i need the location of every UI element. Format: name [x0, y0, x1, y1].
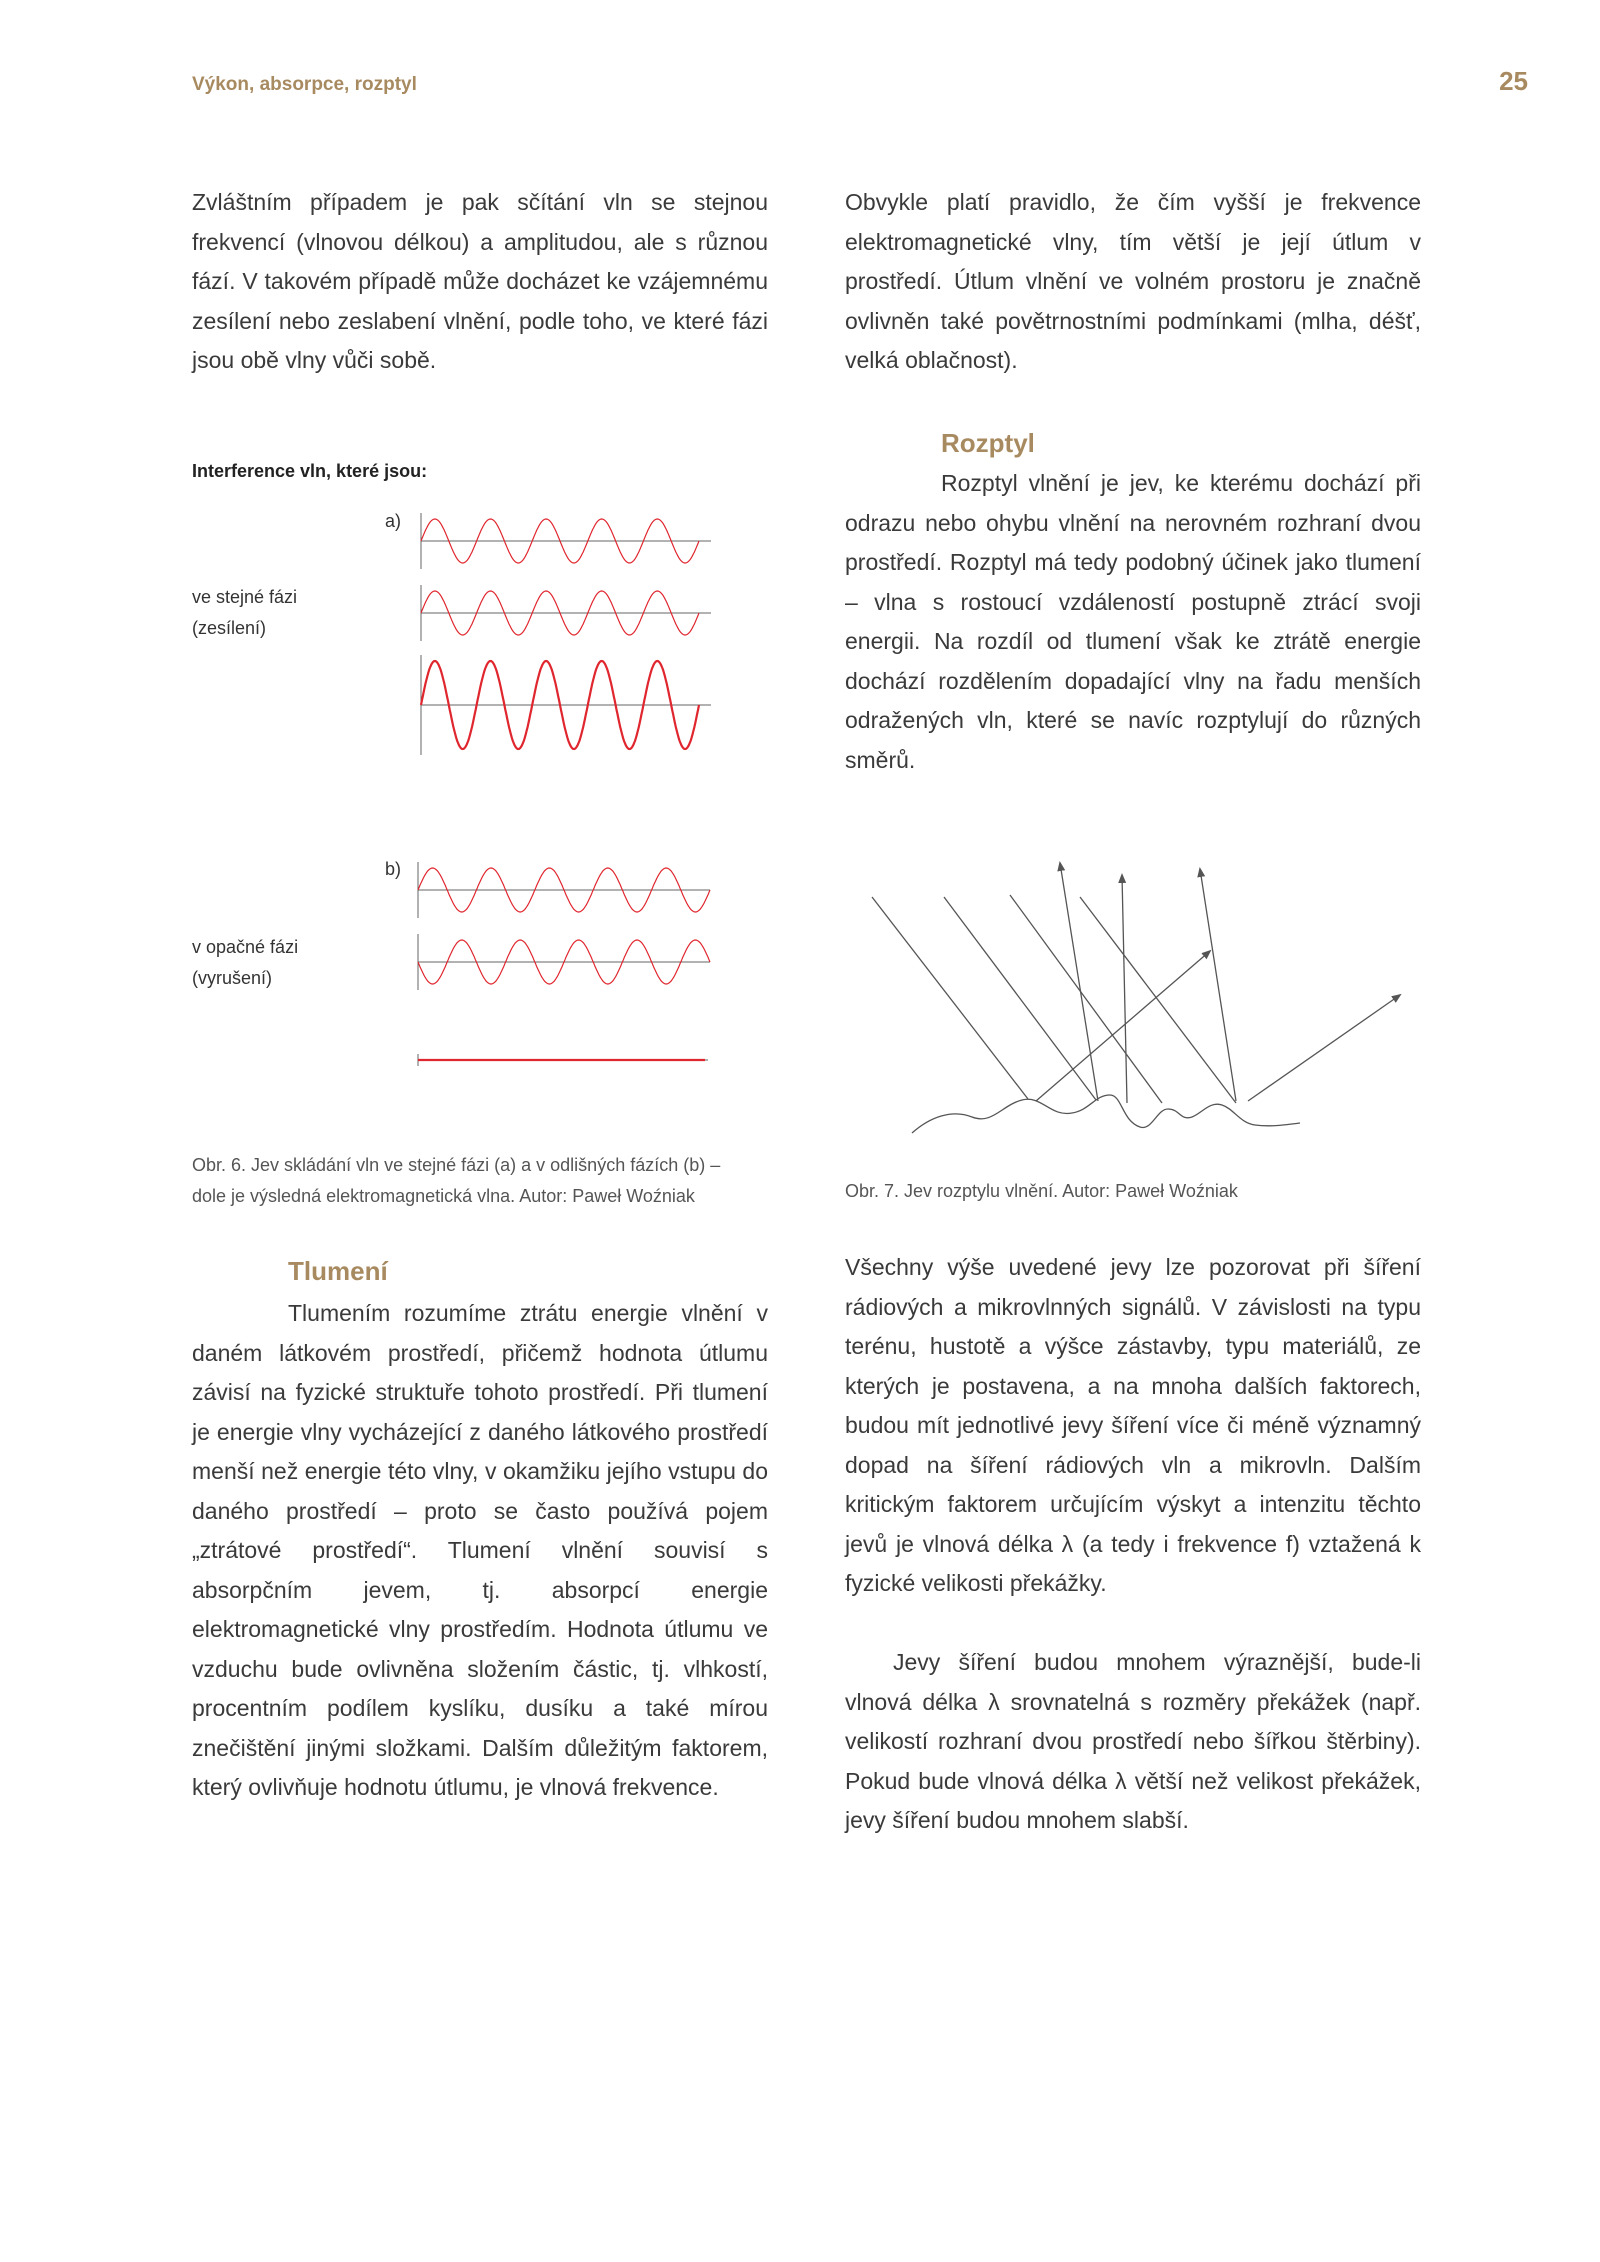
- wave-a-input-2: [421, 585, 711, 641]
- scattered-ray-4: [1200, 869, 1236, 1101]
- incident-ray-1: [872, 897, 1028, 1099]
- intro-paragraph-right: Obvykle platí pravidlo, že čím vyšší je frekvence elektromagnetické vlny, tím větší je její útlum v prostředí. Útlum vlnění ve volném prostoru je značně ovlivněn také povětrnostními podmínkami (mlha, déšť, velká oblačnost).: [845, 189, 1421, 373]
- wave-b-input-2: [418, 934, 710, 990]
- same-phase-sublabel: (zesílení): [192, 618, 267, 638]
- figure6-caption-line2: dole je výsledná elektromagnetická vlna. Autor: Paweł Woźniak: [192, 1186, 695, 1206]
- figure7-caption: Obr. 7. Jev rozptylu vlnění. Autor: Paweł Woźniak: [845, 1181, 1238, 1201]
- same-phase-label: ve stejné fázi: [192, 587, 298, 607]
- wave-a-input-1: [421, 513, 711, 569]
- wave-b-input-1: [418, 862, 710, 918]
- opposite-phase-sublabel: (vyrušení): [192, 968, 273, 988]
- rozptyl-paragraph: Rozptyl vlnění je jev, ke kterému dochází při odrazu nebo ohybu vlnění na nerovném rozhraní dvou prostředí. Rozptyl má tedy podobný účinek jako tlumení – vlna s rostoucí vzdáleností postupně ztrácí svoji energii. Na rozdíl od tlumení však ke ztrátě energie dochází rozdělením dopadající vlny na řadu menších odražených vln, které se navíc rozptylují do různých směrů.: [845, 470, 1421, 773]
- incident-ray-4: [1080, 897, 1236, 1103]
- propagation-paragraph: Všechny výše uvedené jevy lze pozorovat při šíření rádiových a mikrovlnných signálů. V závislosti na typu terénu, hustotě a výšce zástavby, typu materiálů, ze kterých je postavena, a na mnoha dalších faktorech, budou mít jednotlivé jevy šíření více či méně významný dopad na šíření rádiových vln a mikrovln. Dalším kritickým faktorem určujícím výskyt a intenzitu těchto jevů je vlnová délka λ (a tedy i frekvence f) vztažená k fyzické velikosti překážky.: [845, 1254, 1421, 1596]
- tlumeni-heading: Tlumení: [288, 1256, 388, 1286]
- figure6-title: Interference vln, které jsou:: [192, 461, 428, 481]
- scattered-ray-5: [1248, 995, 1400, 1101]
- rough-surface-line: [912, 1095, 1300, 1133]
- scattering-figure: [860, 855, 1420, 1145]
- final-paragraph: Jevy šíření budou mnohem výraznější, bude-li vlnová délka λ srovnatelná s rozměry překážek (např. velikostí rozhraní dvou prostředí nebo šířkou štěrbiny). Pokud bude vlnová délka λ větší než velikost překážek, jevy šíření budou mnohem slabší.: [845, 1649, 1421, 1833]
- scattered-ray-1: [1036, 951, 1210, 1101]
- interference-waves-figure: [415, 505, 735, 1105]
- incident-ray-3: [1010, 895, 1162, 1103]
- running-header-section-title: Výkon, absorpce, rozptyl: [192, 74, 417, 95]
- wave-a-resulting-wave: [421, 655, 711, 755]
- rozptyl-heading: Rozptyl: [941, 428, 1035, 458]
- figure6-caption-line1: Obr. 6. Jev skládání vln ve stejné fázi (a) a v odlišných fázích (b) –: [192, 1155, 721, 1175]
- scattered-ray-3: [1122, 875, 1127, 1103]
- intro-paragraph-left: Zvláštním případem je pak sčítání vln se stejnou frekvencí (vlnovou délkou) a amplitudou, ale s různou fází. V takovém případě může docházet ke vzájemnému zesílení nebo zeslabení vlnění, podle toho, ve které fázi jsou obě vlny vůči sobě.: [192, 189, 768, 373]
- figure6-label-a: a): [385, 511, 402, 531]
- opposite-phase-label: v opačné fázi: [192, 937, 299, 957]
- page-number: 25: [1499, 66, 1528, 96]
- wave-b-resulting-wave: [418, 1054, 708, 1066]
- figure6-label-b: b): [385, 859, 402, 879]
- tlumeni-paragraph: Tlumením rozumíme ztrátu energie vlnění v daném látkovém prostředí, přičemž hodnota útlumu závisí na fyzické struktuře tohoto prostředí. Při tlumení je energie vlny vycházející z daného látkového prostředí menší než energie této vlny, v okamžiku jejího vstupu do daného prostředí – proto se často používá pojem „ztrátové prostředí“. Tlumení vlnění souvisí s absorpčním jevem, tj. absorpcí energie elektromagnetické vlny prostředím. Hodnota útlumu ve vzduchu bude ovlivněna složením částic, tj. vlhkostí, procentním podílem kyslíku, dusíku a také mírou znečištění jinými složkami. Dalším důležitým faktorem, který ovlivňuje hodnotu útlumu, je vlnová frekvence.: [192, 1300, 768, 1800]
- scattered-ray-2: [1060, 863, 1098, 1101]
